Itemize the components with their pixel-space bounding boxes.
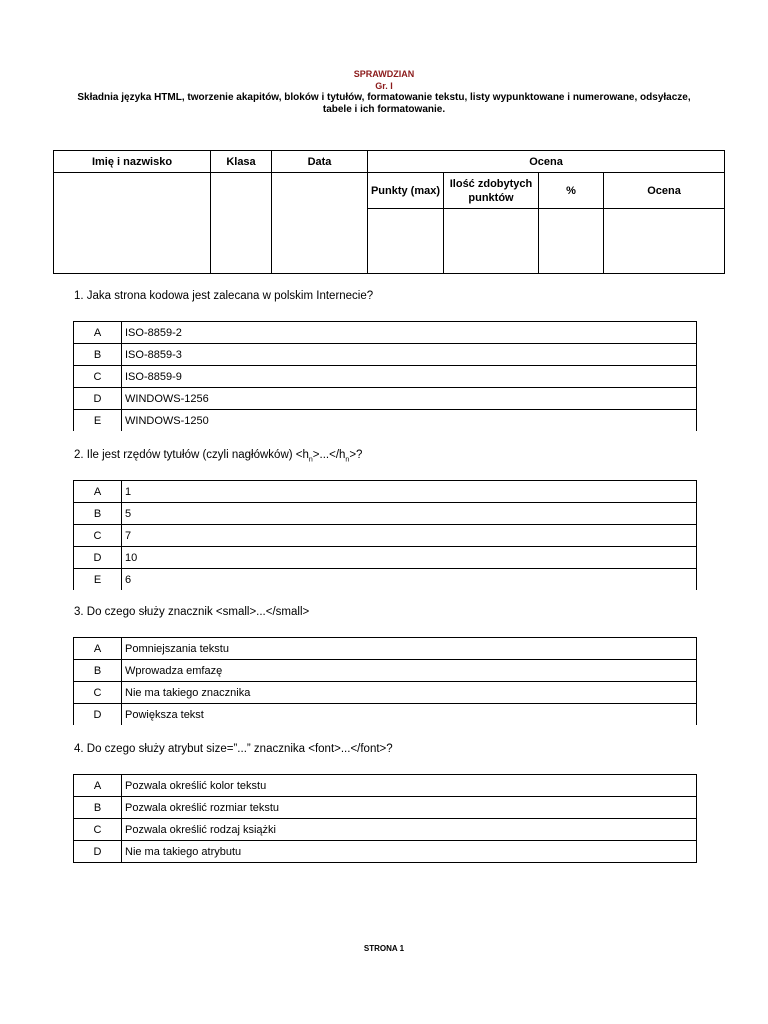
option-row[interactable] bbox=[74, 682, 697, 704]
option-row[interactable] bbox=[74, 841, 697, 863]
option-letter: B bbox=[74, 797, 122, 819]
points-max-header: Punkty (max) bbox=[368, 173, 444, 209]
option-row[interactable] bbox=[74, 322, 697, 344]
option-row[interactable] bbox=[74, 366, 697, 388]
option-letter: A bbox=[74, 481, 122, 503]
option-row[interactable] bbox=[74, 704, 697, 726]
class-header: Klasa bbox=[211, 151, 272, 173]
question-2-options bbox=[73, 480, 697, 590]
question-3-options bbox=[73, 637, 697, 725]
option-text: WINDOWS-1256 bbox=[122, 388, 697, 410]
page-number: STRONA 1 bbox=[363, 944, 405, 953]
option-letter: C bbox=[74, 525, 122, 547]
option-row[interactable] bbox=[74, 481, 697, 503]
option-letter: D bbox=[74, 388, 122, 410]
option-text: ISO-8859-2 bbox=[122, 322, 697, 344]
option-text: Pozwala określić kolor tekstu bbox=[122, 775, 697, 797]
date-cell[interactable] bbox=[272, 173, 368, 274]
option-row[interactable] bbox=[74, 547, 697, 569]
option-text: Pozwala określić rozmiar tekstu bbox=[122, 797, 697, 819]
points-earned-header: Ilość zdobytych punktów bbox=[444, 173, 539, 209]
option-letter: E bbox=[74, 569, 122, 591]
question-4-options bbox=[73, 774, 697, 863]
option-letter: D bbox=[74, 841, 122, 863]
option-text: Nie ma takiego atrybutu bbox=[122, 841, 697, 863]
option-text: WINDOWS-1250 bbox=[122, 410, 697, 432]
question-1-options bbox=[73, 321, 697, 431]
percent-cell[interactable] bbox=[539, 209, 604, 274]
grade-cell[interactable] bbox=[604, 209, 725, 274]
option-letter: A bbox=[74, 775, 122, 797]
option-row[interactable] bbox=[74, 638, 697, 660]
option-letter: C bbox=[74, 366, 122, 388]
option-text: Wprowadza emfazę bbox=[122, 660, 697, 682]
percent-header: % bbox=[539, 173, 604, 209]
option-letter: A bbox=[74, 638, 122, 660]
student-info-table bbox=[53, 150, 725, 274]
option-text: 5 bbox=[122, 503, 697, 525]
question-3: 3. Do czego służy znacznik <small>...</small> bbox=[74, 606, 310, 618]
option-text: ISO-8859-9 bbox=[122, 366, 697, 388]
option-row[interactable] bbox=[74, 569, 697, 591]
option-letter: C bbox=[74, 819, 122, 841]
option-text: 6 bbox=[122, 569, 697, 591]
grade-sub-header: Ocena bbox=[604, 173, 725, 209]
group-label: Gr. I bbox=[375, 81, 393, 91]
option-letter: D bbox=[74, 547, 122, 569]
option-text: ISO-8859-3 bbox=[122, 344, 697, 366]
option-letter: B bbox=[74, 503, 122, 525]
option-letter: B bbox=[74, 660, 122, 682]
option-row[interactable] bbox=[74, 819, 697, 841]
class-cell[interactable] bbox=[211, 173, 272, 274]
option-text: Powiększa tekst bbox=[122, 704, 697, 726]
name-header: Imię i nazwisko bbox=[54, 151, 211, 173]
option-letter: D bbox=[74, 704, 122, 726]
option-text: Pomniejszania tekstu bbox=[122, 638, 697, 660]
option-letter: C bbox=[74, 682, 122, 704]
test-subtitle: Składnia języka HTML, tworzenie akapitów, bloków i tytułów, formatowanie tekstu, listy wypunktowane i numerowane, odsyłacze, tabele i ich formatowanie. bbox=[77, 92, 691, 115]
option-letter: B bbox=[74, 344, 122, 366]
option-row[interactable] bbox=[74, 660, 697, 682]
option-text: Nie ma takiego znacznika bbox=[122, 682, 697, 704]
option-text: 10 bbox=[122, 547, 697, 569]
option-row[interactable] bbox=[74, 775, 697, 797]
option-row[interactable] bbox=[74, 388, 697, 410]
option-text: Pozwala określić rodzaj książki bbox=[122, 819, 697, 841]
test-title: SPRAWDZIAN bbox=[353, 69, 415, 79]
question-2: 2. Ile jest rzędów tytułów (czyli nagłówków) $<h_n>...</h_n>$? bbox=[74, 449, 363, 464]
option-row[interactable] bbox=[74, 797, 697, 819]
option-text: 7 bbox=[122, 525, 697, 547]
grade-header: Ocena bbox=[368, 151, 725, 173]
points-max-cell[interactable] bbox=[368, 209, 444, 274]
points-earned-cell[interactable] bbox=[444, 209, 539, 274]
option-text: 1 bbox=[122, 481, 697, 503]
option-row[interactable] bbox=[74, 410, 697, 432]
question-4: 4. Do czego służy atrybut size=”...” znacznika <font>...</font>? bbox=[74, 743, 393, 755]
option-row[interactable] bbox=[74, 525, 697, 547]
date-header: Data bbox=[272, 151, 368, 173]
option-letter: E bbox=[74, 410, 122, 432]
option-row[interactable] bbox=[74, 344, 697, 366]
option-letter: A bbox=[74, 322, 122, 344]
name-cell[interactable] bbox=[54, 173, 211, 274]
question-1: 1. Jaka strona kodowa jest zalecana w polskim Internecie? bbox=[74, 290, 374, 302]
option-row[interactable] bbox=[74, 503, 697, 525]
